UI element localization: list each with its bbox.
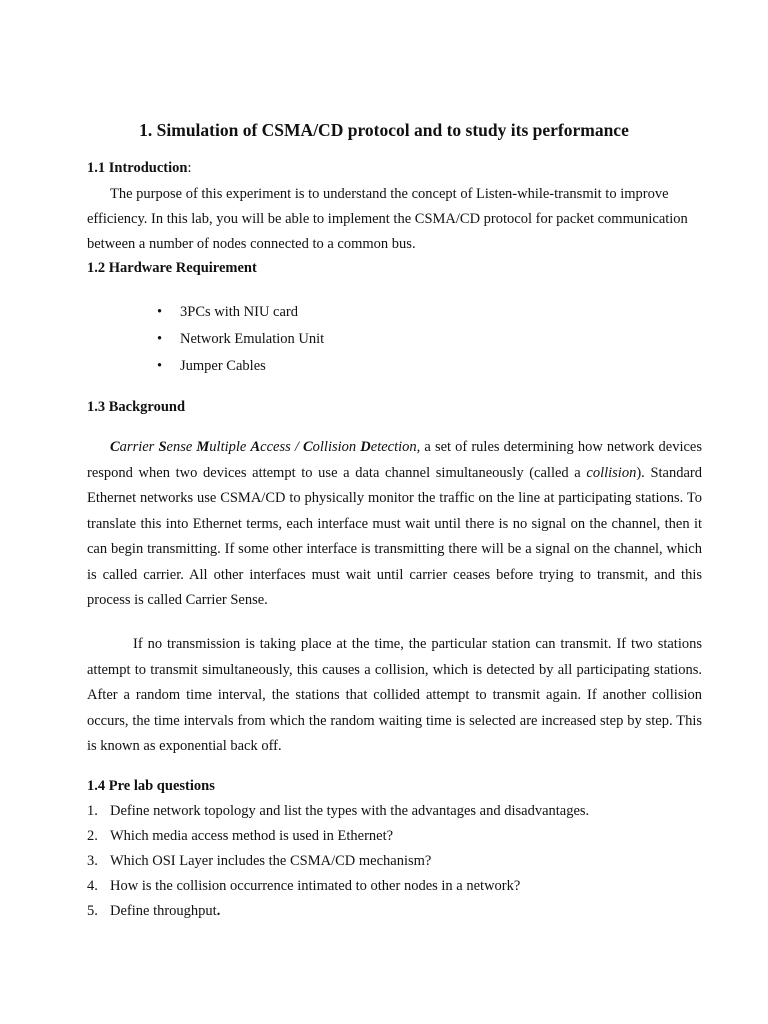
background-paragraph-1: Carrier Sense Multiple Access / Collision Detection, a set of rules determining how network devices respond when two devices attempt to use a data channel simultaneously (called a collision). Standard Ethernet networks use CSMA/CD to physically monitor the traffic on the line at participating stations. To translate this into Ethernet terms, each interface must wait until there is no signal on the channel, then it can begin transmitting. If some other interface is transmitting there will be a signal on the channel, which is called carrier. All other interfaces must wait until carrier ceases before trying to transmit, and this process is called Carrier Sense.: [87, 439, 702, 608]
list-item: 5. Define throughput.: [87, 903, 221, 919]
intro-heading-colon: :: [187, 160, 192, 176]
prelab-heading: 1.4 Pre lab questions: [87, 778, 215, 794]
intro-heading: 1.1 Introduction: [87, 160, 188, 176]
collision-term: collision: [586, 464, 637, 481]
list-item: • Network Emulation Unit: [157, 329, 324, 356]
background-paragraph-2: If no transmission is taking place at the time, the particular station can transmit. If two stations attempt to transmit simultaneously, this causes a collision, which is detected by all participating stations. After a random time interval, the stations that collided attempt to transmit again. If another collision occurs, the time intervals from which the random waiting time is selected are increased step by step. This is known as exponential back off.: [87, 636, 702, 754]
prelab-question-list: [87, 801, 589, 926]
list-item: 1. Define network topology and list the types with the advantages and disadvantages.: [87, 803, 590, 819]
intro-paragraph: The purpose of this experiment is to understand the concept of Listen-while-transmit to improve efficiency. In this lab, you will be able to implement the CSMA/CD protocol for packet communication between a number of nodes connected to a common bus.: [87, 186, 688, 252]
list-item: • Jumper Cables: [157, 356, 324, 383]
intro-heading-line: [87, 160, 191, 177]
list-item: • 3PCs with NIU card: [157, 302, 324, 329]
background-heading: 1.3 Background: [87, 399, 186, 415]
list-item: 2. Which media access method is used in Ethernet?: [87, 828, 394, 844]
page-title: 1. Simulation of CSMA/CD protocol and to study its performance: [139, 120, 629, 140]
csma-cd-term: Carrier Sense Multiple Access / Collision Detection,: [110, 439, 421, 455]
hardware-heading: 1.2 Hardware Requirement: [87, 260, 257, 276]
list-item: 3. Which OSI Layer includes the CSMA/CD mechanism?: [87, 853, 432, 869]
hardware-list: [157, 302, 324, 383]
list-item: 4. How is the collision occurrence intimated to other nodes in a network?: [87, 878, 521, 894]
